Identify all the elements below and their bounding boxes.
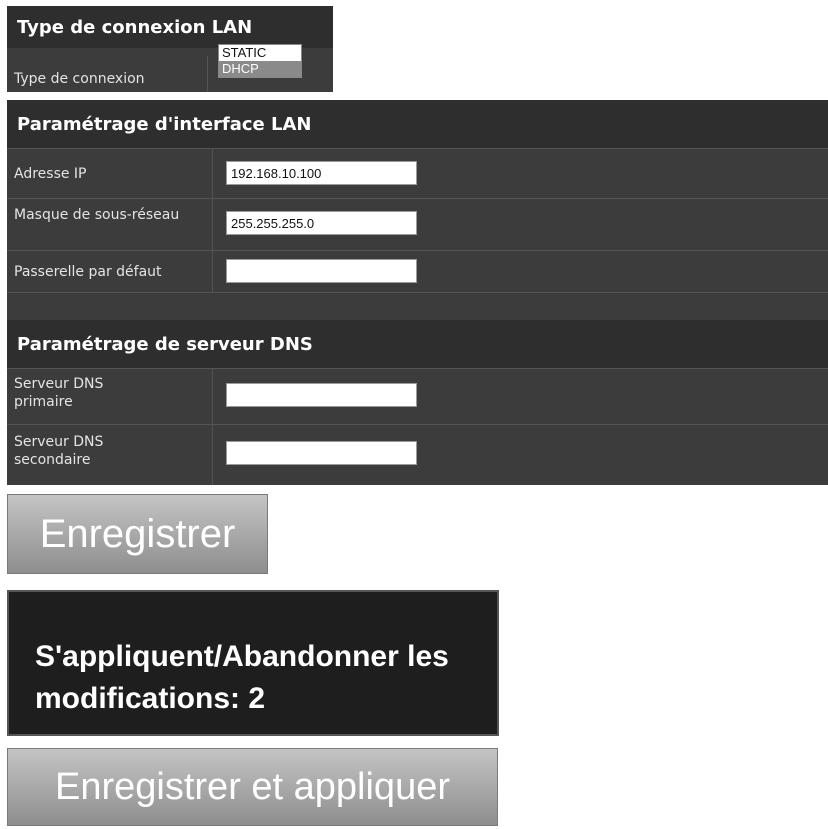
gateway-input[interactable]	[226, 259, 417, 283]
save-button[interactable]: Enregistrer	[7, 494, 268, 574]
dns-secondary-input[interactable]	[226, 441, 417, 465]
save-and-apply-button[interactable]: Enregistrer et appliquer	[7, 748, 498, 826]
lan-type-panel	[7, 6, 333, 92]
lan-interface-title: Paramétrage d'interface LAN	[7, 100, 828, 148]
dns-title: Paramétrage de serveur DNS	[7, 320, 828, 368]
connection-type-label: Type de connexion	[14, 71, 145, 87]
apply-notice-box	[7, 590, 499, 736]
lan-type-title: Type de connexion LAN	[7, 6, 333, 48]
gateway-row	[7, 250, 828, 292]
connection-type-dropdown[interactable]	[218, 44, 302, 78]
dns-primary-label: Serveur DNS primaire	[14, 376, 104, 410]
apply-notice-text: S'appliquent/Abandonner les modifications: 2	[35, 640, 449, 715]
mask-label: Masque de sous-réseau	[14, 207, 180, 223]
ip-row	[7, 148, 828, 198]
ip-label: Adresse IP	[14, 166, 87, 182]
ip-address-input[interactable]	[226, 161, 417, 185]
lan-settings-panel	[7, 100, 828, 485]
dns-secondary-row	[7, 424, 828, 485]
spacer-row	[7, 292, 828, 320]
dns-secondary-label: Serveur DNS secondaire	[14, 434, 104, 468]
option-static[interactable]: STATIC	[219, 45, 301, 61]
subnet-mask-input[interactable]	[226, 211, 417, 235]
dns-primary-input[interactable]	[226, 383, 417, 407]
option-dhcp[interactable]: DHCP	[219, 61, 301, 77]
gateway-label: Passerelle par défaut	[14, 264, 162, 280]
dns-primary-row	[7, 368, 828, 424]
mask-row	[7, 198, 828, 250]
